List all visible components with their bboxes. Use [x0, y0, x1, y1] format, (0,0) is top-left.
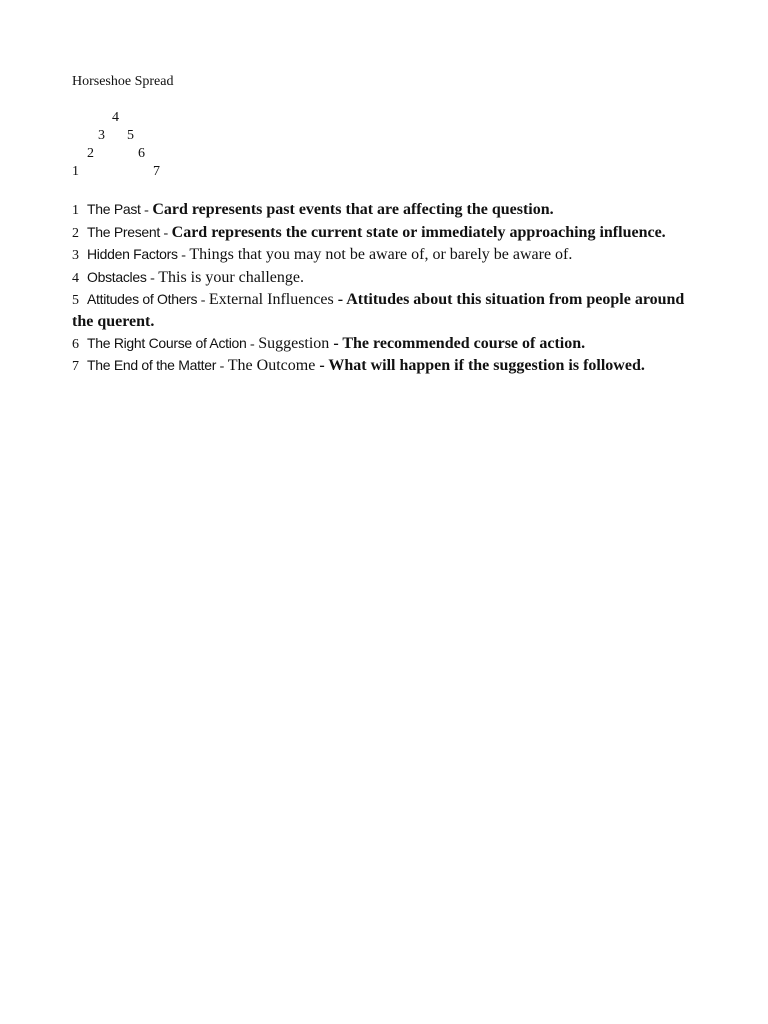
- position-label: Hidden Factors: [87, 246, 178, 263]
- list-item: [72, 355, 692, 378]
- separator: -: [177, 248, 190, 264]
- list-item: [72, 244, 692, 267]
- position-description: This is your challenge.: [158, 268, 304, 286]
- separator: -: [159, 225, 172, 241]
- position-keyword: External Influences: [208, 291, 334, 309]
- separator: -: [146, 270, 159, 286]
- layout-number-3: 3: [98, 128, 105, 143]
- position-description: Things that you may not be aware of, or barely be aware of.: [189, 246, 573, 264]
- list-item: [72, 267, 692, 290]
- separator: -: [197, 293, 209, 309]
- position-description: - What will happen if the suggestion is followed.: [315, 357, 645, 375]
- layout-number-2: 2: [87, 146, 94, 161]
- layout-number-4: 4: [112, 110, 119, 125]
- position-description: Card represents the current state or immediately approaching influence.: [171, 223, 666, 241]
- position-label: Attitudes of Others: [87, 291, 198, 308]
- position-label: The End of the Matter: [87, 357, 217, 374]
- position-description: Card represents past events that are affecting the question.: [152, 201, 554, 218]
- list-item: [72, 289, 692, 332]
- position-label: Obstacles: [87, 268, 147, 285]
- position-label: The Past: [87, 201, 141, 217]
- position-number: 3: [72, 248, 79, 264]
- separator: -: [246, 336, 259, 352]
- document-title: Horseshoe Spread: [72, 74, 174, 89]
- position-keyword: The Outcome: [227, 357, 316, 375]
- position-description: - Attitudes about this situation from people around the querent.: [72, 291, 685, 330]
- position-keyword: Suggestion: [258, 334, 330, 352]
- layout-number-7: 7: [153, 164, 160, 179]
- layout-number-5: 5: [127, 128, 134, 143]
- position-label: The Present: [87, 223, 160, 240]
- list-item: [72, 222, 692, 245]
- list-item: [72, 199, 692, 222]
- layout-number-1: 1: [72, 164, 79, 179]
- position-number: 6: [72, 336, 79, 352]
- separator: -: [216, 359, 228, 375]
- position-number: 2: [72, 225, 79, 241]
- position-number: 5: [72, 293, 79, 309]
- position-number: 1: [72, 203, 79, 218]
- position-number: 7: [72, 359, 79, 375]
- position-number: 4: [72, 270, 79, 286]
- position-label: The Right Course of Action: [87, 334, 247, 351]
- list-item: [72, 333, 692, 356]
- position-meanings-list: [72, 199, 692, 378]
- position-description: - The recommended course of action.: [329, 334, 586, 352]
- separator: -: [140, 203, 153, 218]
- layout-number-6: 6: [138, 146, 145, 161]
